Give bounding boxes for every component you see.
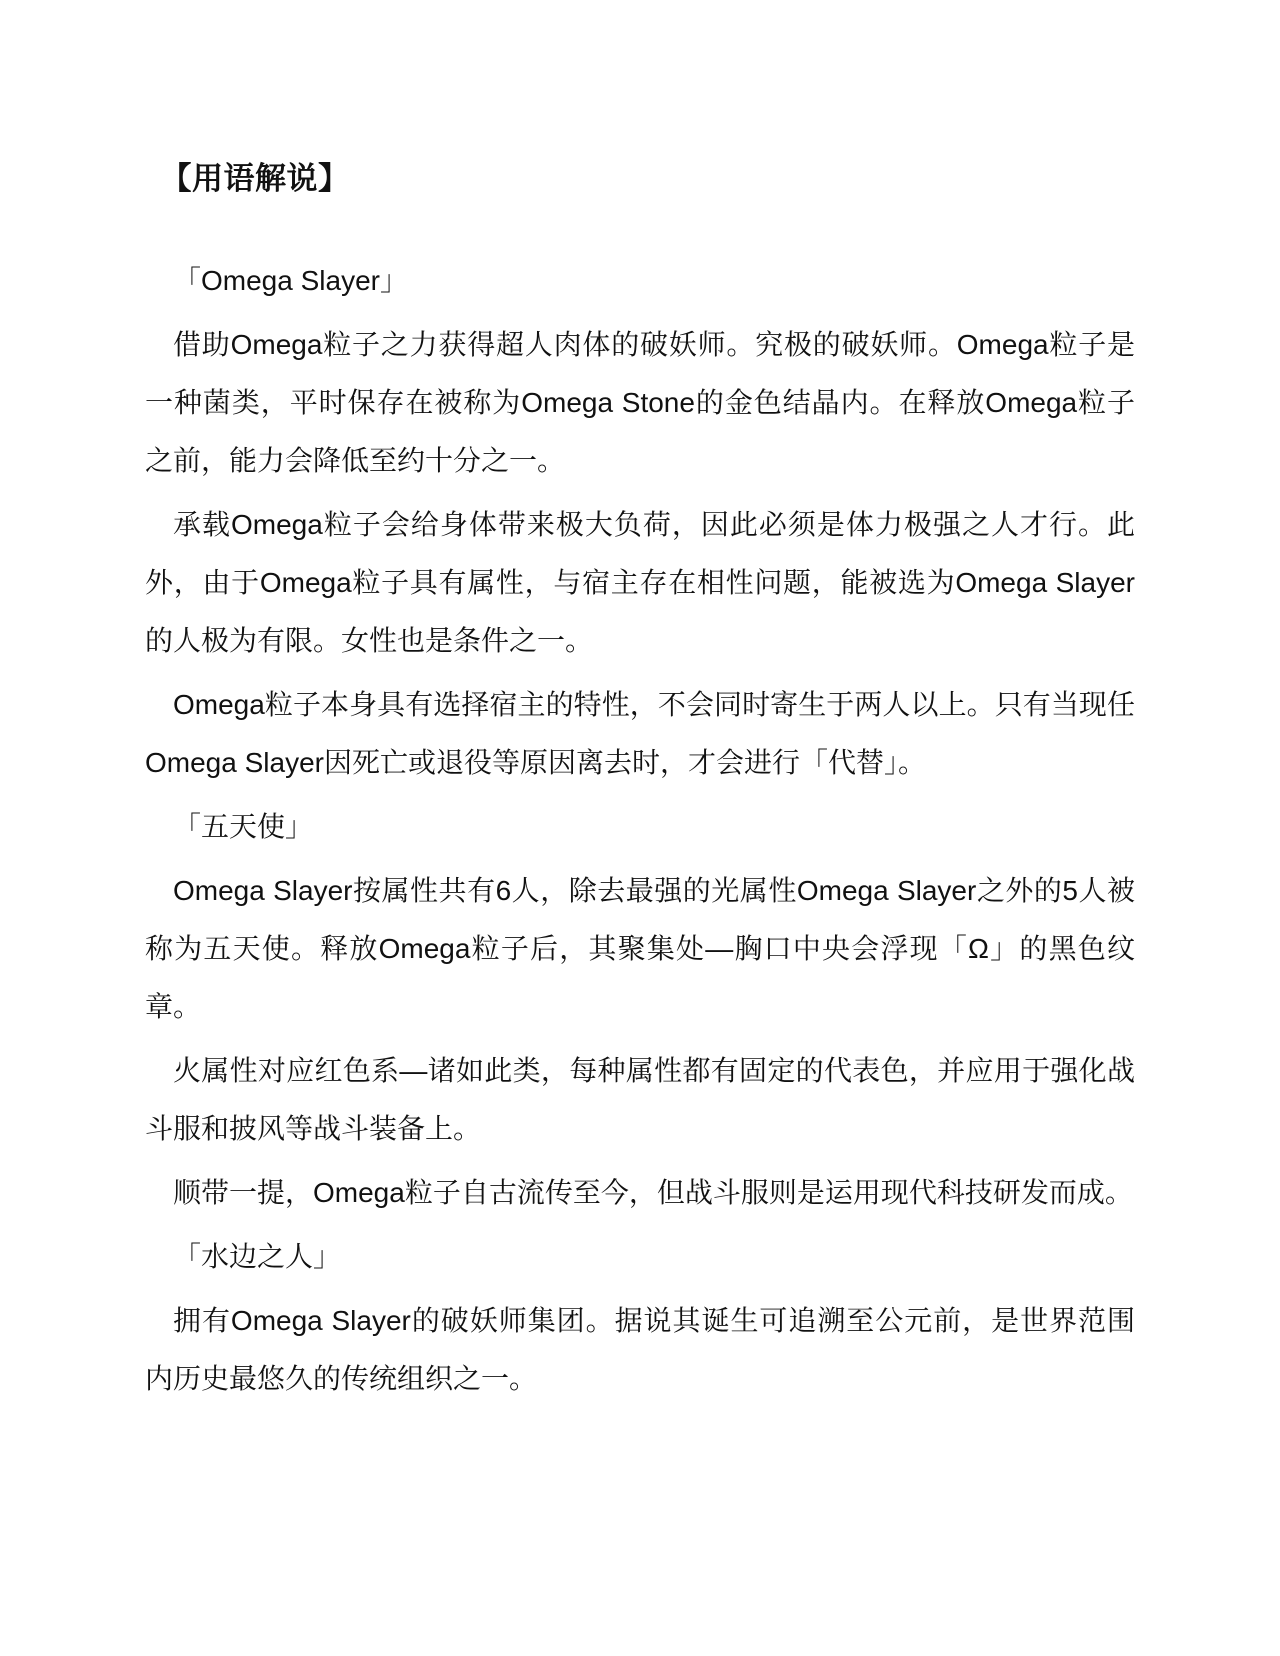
body-paragraph: 拥有Omega Slayer的破妖师集团。据说其诞生可追溯至公元前，是世界范围内历史最悠久的传统组织之一。 (145, 1305, 1135, 1394)
body-paragraph: 借助Omega粒子之力获得超人肉体的破妖师。究极的破妖师。Omega粒子是一种菌类，平时保存在被称为Omega Stone的金色结晶内。在释放Omega粒子之前，能力会降低至约十分之一。 (145, 329, 1135, 476)
section-people-of-waterside (145, 1228, 1135, 1408)
body-paragraph: Omega Slayer按属性共有6人，除去最强的光属性Omega Slayer之外的5人被称为五天使。释放Omega粒子后，其聚集处—胸口中央会浮现「Ω」的黑色纹章。 (145, 875, 1135, 1022)
section-five-angels (145, 798, 1135, 1222)
term-heading: 「Omega Slayer」 (173, 265, 408, 296)
body-paragraph: 承载Omega粒子会给身体带来极大负荷，因此必须是体力极强之人才行。此外，由于Omega粒子具有属性，与宿主存在相性问题，能被选为Omega Slayer的人极为有限。女性也是条件之一。 (145, 509, 1135, 656)
body-paragraph: 顺带一提，Omega粒子自古流传至今，但战斗服则是运用现代科技研发而成。 (173, 1177, 1133, 1208)
term-heading: 「水边之人」 (173, 1241, 342, 1272)
body-paragraph: 火属性对应红色系—诸如此类，每种属性都有固定的代表色，并应用于强化战斗服和披风等战斗装备上。 (145, 1055, 1135, 1144)
section-omega-slayer (145, 252, 1135, 792)
body-paragraph: Omega粒子本身具有选择宿主的特性，不会同时寄生于两人以上。只有当现任Omega Slayer因死亡或退役等原因离去时，才会进行「代替」。 (145, 689, 1135, 778)
term-heading: 「五天使」 (173, 811, 314, 842)
text-column (145, 150, 1135, 1414)
glossary-title: 【用语解说】 (160, 161, 350, 196)
